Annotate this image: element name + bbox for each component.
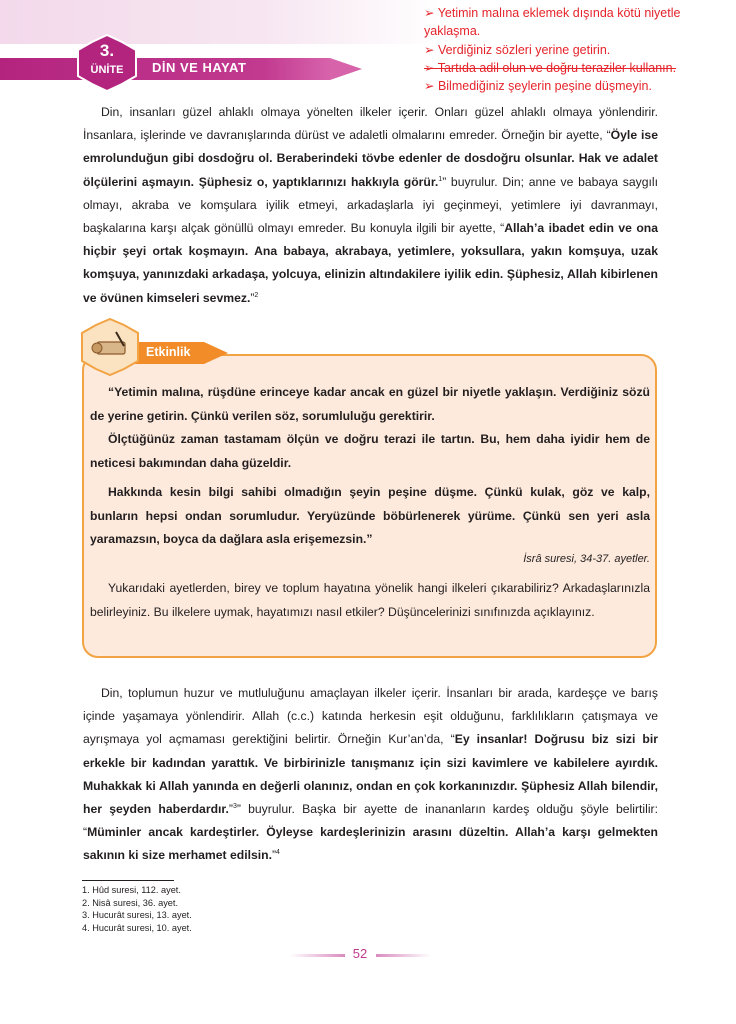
footnote: 1. Hûd suresi, 112. ayet. xyxy=(82,885,181,895)
footnote: 3. Hucurât suresi, 13. ayet. xyxy=(82,910,192,921)
footnote-ref: 3 xyxy=(232,802,237,810)
body-text: ” xyxy=(228,802,233,817)
body-text: ” buyrulur. Başka bir ayette de inananların kardeş olduğu şöyle belirtilir: “ xyxy=(83,802,658,840)
note-line: ➢ Bilmediğiniz şeylerin peşine düşmeyin. xyxy=(424,79,652,94)
page-number: 52 xyxy=(352,946,368,961)
page-number-line-left xyxy=(290,954,345,957)
note-line: ➢ Tartıda adil olun ve doğru teraziler kullanın. xyxy=(424,60,677,75)
footnotes xyxy=(82,884,192,934)
verse-quote: Ey insanlar! Doğrusu biz sizi bir erkekle bir kadından yarattık. Ve birbirinizle tanışmanız için sizi kavimlere ve kabilelere ayırdık. Muhakkak ki Allah yanında en değerli olanınız, ondan en çok korkanınızdır. Şüphesiz Allah bilendir, her şeyden haberdardır. xyxy=(83,732,658,817)
activity-verse: Ölçtüğünüz zaman tastamam ölçün ve doğru terazi ile tartın. Bu, hem daha iyidir hem de neticesi bakımından daha güzeldir. xyxy=(90,432,650,470)
footnote-ref: 2 xyxy=(254,291,259,299)
scroll-icon xyxy=(80,318,140,376)
unit-number: 3. xyxy=(99,41,115,60)
activity-tab-arrow xyxy=(204,342,228,364)
intro-paragraph xyxy=(83,101,658,310)
footnote: 2. Nisâ suresi, 36. ayet. xyxy=(82,897,179,908)
note-line: ➢ Verdiğiniz sözleri yerine getirin. xyxy=(424,42,611,57)
activity-verse: Hakkında kesin bilgi sahibi olmadığın şeyin peşine düşme. Çünkü kulak, göz ve kalp, bunların hepsi ondan sorumludur. Yeryüzünde böbürlenerek yürüme. Çünkü sen yeri asla yaramazsın, boyca da dağlara asla erişemezsin.” xyxy=(90,485,650,546)
footnote: 4. Hucurât suresi, 10. ayet. xyxy=(82,922,192,933)
intro-text: ” buyrulur. Din; anne ve babaya saygılı olmayı, akraba ve komşulara iyilik etmeyi, arkadaşlarla iyi geçinmeyi, yetimlere iyi davranmayı, başkalarına karşı alçak gönüllü olmayı emreder. Bu konuyla ilgili bir ayette, “ xyxy=(83,174,658,236)
unit-label: ÜNİTE xyxy=(90,64,124,76)
body-text: Din, toplumun huzur ve mutluluğunu amaçlayan ilkeler içerir. İnsanları bir arada, kardeşçe ve barış içinde yaşamaya yönlendirir. Allah (c.c.) katında herkesin eşit olduğunu, farklılıkların çatışmaya ve ayrışmaya yol açmaması gerektiğini belirtir. Örneğin Kur’an’da, “ xyxy=(83,686,658,747)
activity-label: Etkinlik xyxy=(146,345,191,359)
note-line: ➢ Yetimin malına eklemek dışında kötü niyetle xyxy=(424,6,681,20)
second-paragraph xyxy=(83,682,658,868)
unit-title-arrow xyxy=(330,58,362,80)
unit-title: DİN VE HAYAT xyxy=(152,60,247,75)
body-text: ” xyxy=(271,848,277,863)
footnote-ref: 4 xyxy=(276,849,280,857)
note-line: yaklaşma. xyxy=(424,24,481,39)
footnote-ref: 1 xyxy=(438,175,443,183)
activity-question: Yukarıdaki ayetlerden, birey ve toplum hayatına yönelik hangi ilkeleri çıkarabiliriz? Arkadaşlarınızla belirleyiniz. Bu ilkelere uymak, hayatımızı nasıl etkiler? Düşüncelerinizi sınıfınızda açıklayınız. xyxy=(90,581,650,619)
activity-source: İsrâ suresi, 34-37. ayetler. xyxy=(523,553,650,565)
handwritten-notes xyxy=(424,4,724,95)
verse-quote: Müminler ancak kardeştirler. Öyleyse kardeşlerinizin arasını düzeltin. Allah’a karşı gelmekten sakının ki size merhamet edilsin. xyxy=(83,825,658,863)
verse-quote: Öyle ise emrolunduğun gibi dosdoğru ol. Beraberindeki tövbe edenler de dosdoğru olsunlar. Hak ve adalet ölçülerini aşmayın. Şüphesiz o, yaptıklarınızı hakkıyla görür. xyxy=(83,128,658,189)
intro-text: ” xyxy=(250,290,255,305)
page-number-line-right xyxy=(376,954,431,957)
header-banner xyxy=(0,0,440,44)
footnote-divider xyxy=(82,880,174,881)
intro-text: Din, insanları güzel ahlaklı olmaya yönelten ilkeler içerir. Onları güzel ahlaklı olmaya yönlendirir. İnsanlara, işlerinde ve davranışlarında dürüst ve adaletli olmalarını emreder. Örneğin bir ayette, “ xyxy=(83,105,658,143)
verse-quote: Allah’a ibadet edin ve ona hiçbir şeyi ortak koşmayın. Ana babaya, akrabaya, yetimlere, yoksullara, yakın komşuya, uzak komşuya, yanınızdaki arkadaşa, yolcuya, elinizin altındakilere iyilik edin. Şüphesiz, Allah kibirlenen ve övünen kimseleri sevmez. xyxy=(83,221,659,305)
activity-verse: “Yetimin malına, rüşdüne erinceye kadar ancak en güzel bir niyetle yaklaşın. Verdiğiniz sözü de yerine getirin. Çünkü verilen söz, sorumluluğu gerektirir. xyxy=(90,385,650,423)
